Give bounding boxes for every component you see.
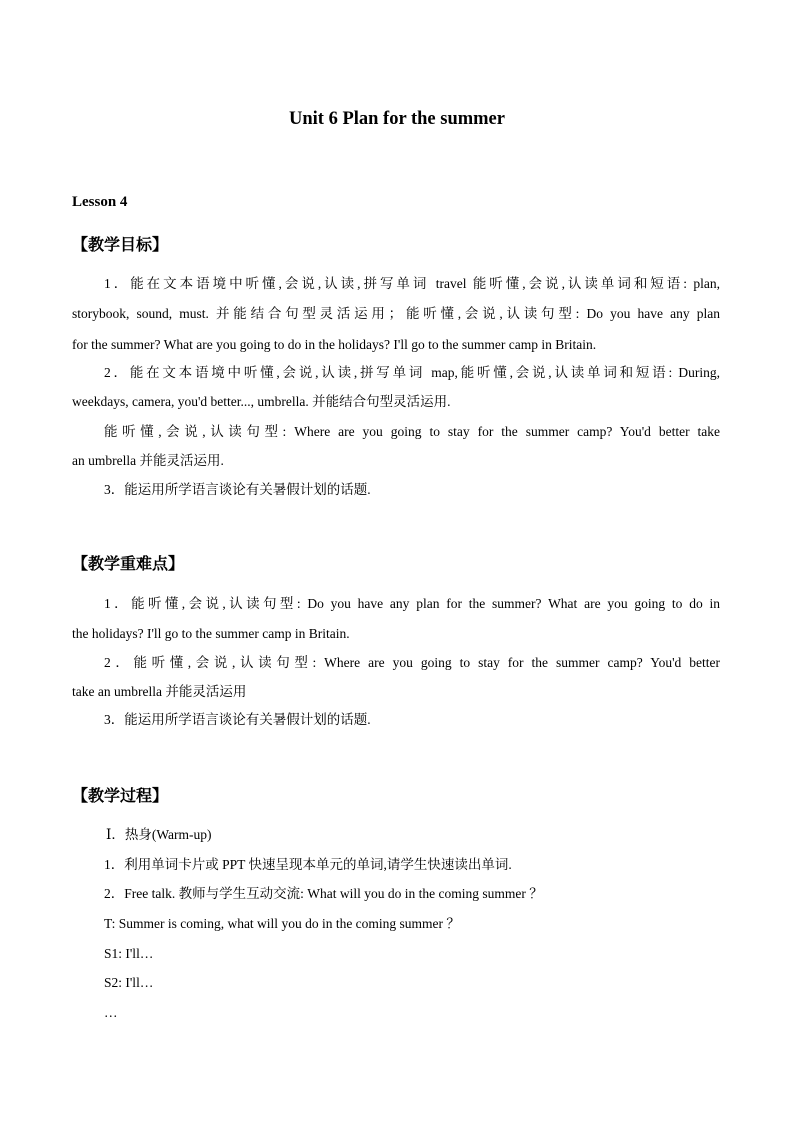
process-line-6: S2: I'll… <box>104 975 154 990</box>
objectives-line-7: an umbrella 并能灵活运用. <box>72 453 224 468</box>
objectives-line-5: weekdays, camera, you'd better..., umbrella. 并能结合句型灵活运用. <box>72 394 451 409</box>
lesson-label: Lesson 4 <box>72 194 128 210</box>
objectives-line-2: storybook, sound, must. 并能结合句型灵活运用；能听懂,会说,认读句型: Do you have any plan <box>72 306 720 321</box>
key-points-line-5: 3．能运用所学语言谈论有关暑假计划的话题. <box>104 712 371 727</box>
objectives-line-6: 能听懂,会说,认读句型: Where are you going to stay for the summer camp? You'd better take <box>104 424 720 439</box>
objectives-line-1: 1．能在文本语境中听懂,会说,认读,拼写单词 travel 能听懂,会说,认读单词和短语: plan, <box>104 276 720 291</box>
key-points-line-4: take an umbrella 并能灵活运用 <box>72 684 247 699</box>
key-points-line-3: 2．能听懂,会说,认读句型: Where are you going to stay for the summer camp? You'd better <box>104 655 720 670</box>
objectives-line-3: for the summer? What are you going to do in the holidays? I'll go to the summer camp in Britain. <box>72 337 597 352</box>
key-points-heading: 【教学重难点】 <box>72 554 185 573</box>
process-line-4: T: Summer is coming, what will you do in the coming summer ？ <box>104 916 460 931</box>
process-line-3: 2．Free talk. 教师与学生互动交流: What will you do in the coming summer ？ <box>104 886 543 901</box>
objectives-line-4: 2．能在文本语境中听懂,会说,认读,拼写单词 map,能听懂,会说,认读单词和短语: During, <box>104 365 720 380</box>
objectives-heading: 【教学目标】 <box>72 235 169 254</box>
process-heading: 【教学过程】 <box>72 786 169 805</box>
process-line-1: Ⅰ．热身(Warm-up) <box>106 827 212 842</box>
process-line-7: … <box>104 1005 118 1020</box>
process-line-2: 1．利用单词卡片或 PPT 快速呈现本单元的单词,请学生快速读出单词. <box>104 857 512 872</box>
key-points-line-2: the holidays? I'll go to the summer camp in Britain. <box>72 626 350 641</box>
key-points-line-1: 1．能听懂,会说,认读句型: Do you have any plan for the summer? What are you going to do in <box>104 596 720 611</box>
document-title: Unit 6 Plan for the summer <box>289 109 505 129</box>
process-line-5: S1: I'll… <box>104 946 154 961</box>
objectives-line-8: 3．能运用所学语言谈论有关暑假计划的话题. <box>104 482 371 497</box>
